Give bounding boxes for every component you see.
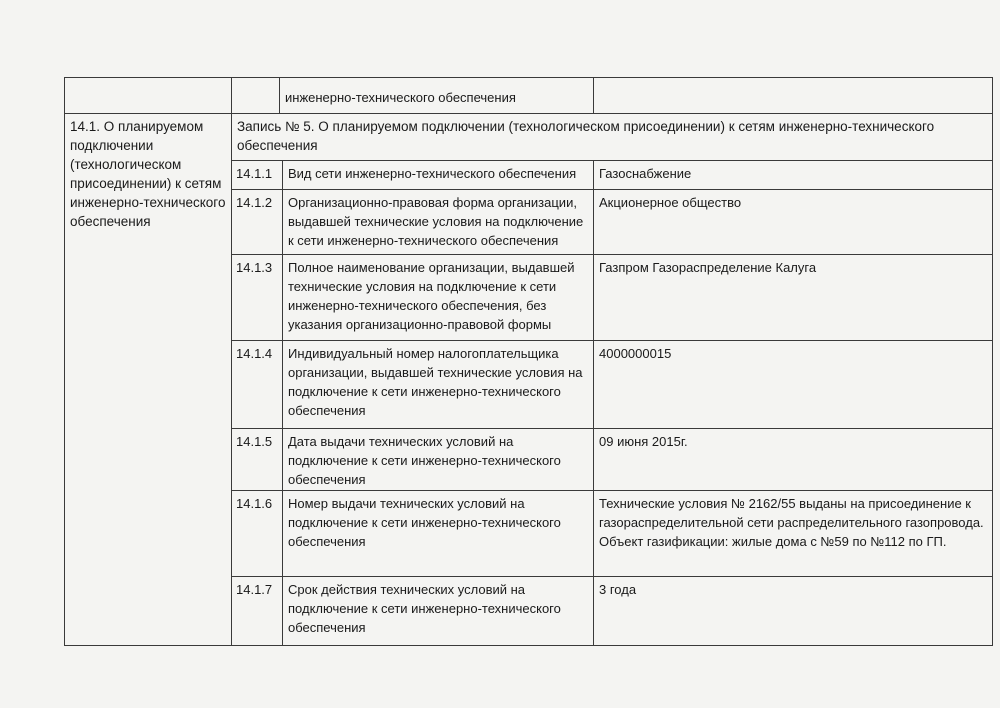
- row-label: Дата выдачи технических условий на подключение к сети инженерно-технического обеспечения: [282, 428, 594, 491]
- row-value-text: 09 июня 2015г.: [599, 434, 688, 449]
- row-value: [593, 254, 993, 341]
- row-label: Вид сети инженерно-технического обеспечения: [282, 160, 594, 190]
- row-value-text: Газоснабжение: [599, 166, 692, 181]
- top-row-label: инженерно-технического обеспечения: [279, 77, 594, 114]
- row-label: Полное наименование организации, выдавшей технические условия на подключение к сети инженерно-технического обеспечения, без указания организационно-правовой формы: [282, 254, 594, 341]
- row-value-text: Акционерное общество: [599, 195, 742, 210]
- top-row-empty-2: [231, 77, 280, 114]
- row-label: Организационно-правовая форма организации, выдавшей технические условия на подключение к сети инженерно-технического обеспечения: [282, 189, 594, 255]
- row-value: [593, 490, 993, 577]
- row-value: [593, 189, 993, 255]
- row-value: [593, 340, 993, 429]
- row-number: 14.1.4: [231, 340, 283, 429]
- row-value-text: 3 года: [599, 582, 637, 597]
- row-number: 14.1.2: [231, 189, 283, 255]
- row-label: Индивидуальный номер налогоплательщика организации, выдавшей технические условия на подключение к сети инженерно-технического обеспечения: [282, 340, 594, 429]
- row-value: [593, 576, 993, 646]
- row-value-text: 4000000015: [599, 346, 672, 361]
- row-value-text: Газпром Газораспределение Калуга: [599, 260, 817, 275]
- row-value-text-2: Объект газификации: жилые дома с №59 по №112 по ГП.: [599, 534, 947, 549]
- top-row-empty-1: [64, 77, 232, 114]
- row-number: 14.1.7: [231, 576, 283, 646]
- row-number: 14.1.1: [231, 160, 283, 190]
- row-number: 14.1.6: [231, 490, 283, 577]
- row-value-text: Технические условия № 2162/55 выданы на присоединение к газораспределительной сети распределительного газопровода.: [599, 496, 984, 530]
- row-number: 14.1.5: [231, 428, 283, 491]
- row-value: [593, 428, 993, 491]
- row-number: 14.1.3: [231, 254, 283, 341]
- row-label: Номер выдачи технических условий на подключение к сети инженерно-технического обеспечения: [282, 490, 594, 577]
- row-value: [593, 160, 993, 190]
- row-label: Срок действия технических условий на подключение к сети инженерно-технического обеспечения: [282, 576, 594, 646]
- record-title: Запись № 5. О планируемом подключении (технологическом присоединении) к сетям инженерно-технического обеспечения: [231, 113, 993, 161]
- top-row-value: [593, 77, 993, 114]
- section-title: 14.1. О планируемом подключении (технологическом присоединении) к сетям инженерно-технического обеспечения: [64, 113, 232, 646]
